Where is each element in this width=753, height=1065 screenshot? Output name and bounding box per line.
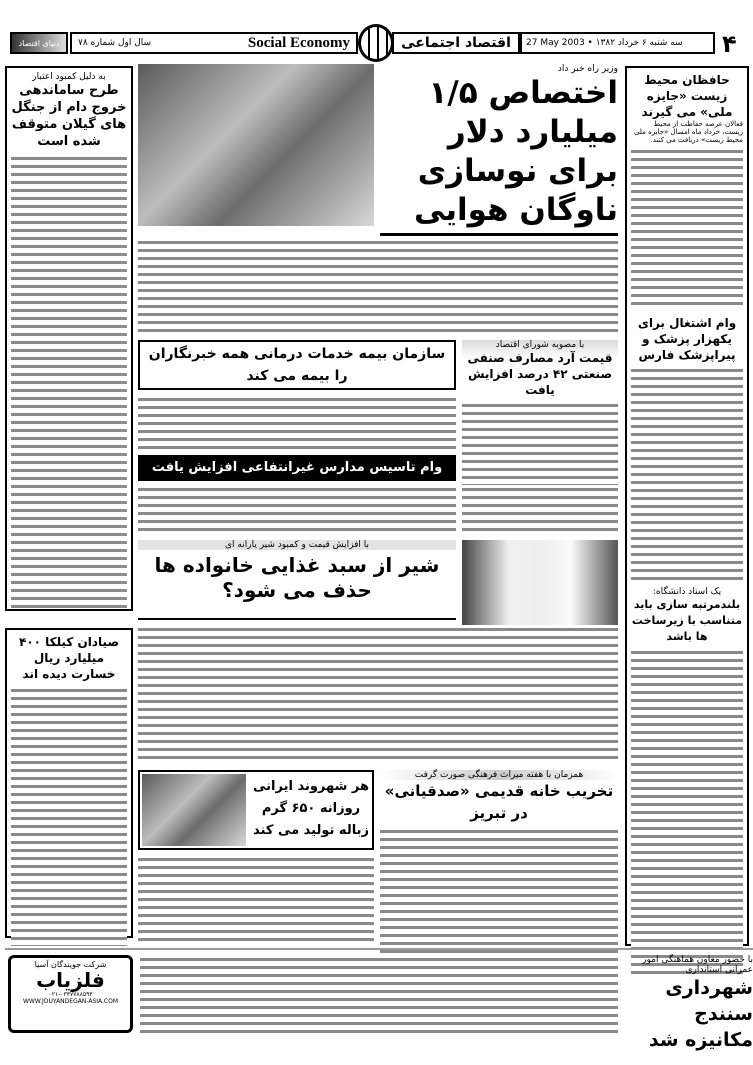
metal-detector-ad[interactable] (8, 955, 133, 1033)
schools-body (138, 485, 456, 533)
headline: شیر از سبد غذایی خانواده ها حذف می شود؟ (154, 553, 440, 602)
newspaper-logo: دنیای اقتصاد (10, 32, 68, 54)
aircraft-hangar-photo (138, 64, 374, 226)
globe-icon (358, 24, 394, 62)
issue-number: سال اول شماره ۷۸ (78, 38, 152, 48)
page-number: ۴ (722, 30, 737, 58)
waste-story (138, 770, 374, 850)
header-date-box (520, 32, 715, 54)
headline: طرح ساماندهی خروج دام از جنگل های گیلان متوقف شده است (11, 83, 127, 149)
schools-headline: وام تاسیس مدارس غیرانتفاعی افزایش یافت (138, 455, 456, 481)
lead-story (378, 64, 618, 230)
right-column (625, 66, 749, 946)
flour-body (462, 485, 618, 535)
lead-text: فعالان عرصه حفاظت از محیط زیست، خرداد ماه امسال «جایزه ملی محیط زیست» دریافت می کنند. (633, 120, 743, 144)
section-title-fa: اقتصاد اجتماعی (392, 32, 520, 54)
left-story-1 (5, 66, 133, 611)
body-text (631, 648, 743, 978)
sanandaj-body (140, 955, 618, 1035)
ad-phone: ۰۲۱-۰۳۳۷۷۸۸۵۹۳ (48, 991, 93, 998)
insurance-body (138, 395, 456, 451)
headline: شهرداری سنندج مکانیزه شد (648, 977, 753, 1051)
kicker: با حضور معاون هماهنگی امور عمرانی استانداری (642, 955, 753, 975)
headline: هر شهروند ایرانی روزانه ۶۵۰ گرم زباله تولید می کند (253, 779, 369, 838)
headline: حافظان محیط زیست «جایزه ملی» می گیرند (641, 73, 733, 119)
heritage-story (380, 770, 618, 975)
milk-story (138, 540, 456, 603)
headline: صیادان کیلکا ۴۰۰ میلیارد ریال خسارت دیده اند (18, 635, 120, 681)
garbage-photo (142, 774, 246, 846)
divider (380, 233, 618, 236)
kicker: به دلیل کمبود اعتبار (32, 72, 106, 82)
divider (5, 948, 753, 950)
body-text (380, 827, 618, 975)
lead-body (138, 238, 618, 333)
left-story-2 (5, 628, 133, 938)
body-text (631, 147, 743, 307)
ad-company: شرکت جویندگان آسیا (34, 960, 107, 969)
header-en-box (70, 32, 358, 54)
kicker: وزیر راه خبر داد (557, 64, 618, 74)
ad-brand: فلزیاب (36, 968, 105, 992)
milk-body (138, 625, 618, 760)
sanandaj-story (625, 955, 753, 1053)
headline: قیمت آرد مصارف صنفی صنعتی ۴۲ درصد افزایش یافت (467, 351, 613, 397)
insurance-headline: سازمان بیمه خدمات درمانی همه خبرنگاران را بیمه می کند (138, 340, 456, 390)
header-date: 27 May 2003 • سه شنبه ۶ خرداد ۱۳۸۲ (526, 38, 683, 48)
section-title-en: Social Economy (247, 34, 350, 51)
divider (138, 618, 456, 620)
lead-headline: اختصاص ۱/۵ میلیارد دلار برای نوسازی ناوگان هوایی (413, 75, 618, 228)
kicker: همزمان با هفته میراث فرهنگی صورت گرفت (380, 770, 618, 780)
headline: وام اشتغال برای یکهزار پزشک و پیراپزشک فارس (637, 316, 737, 362)
ad-url[interactable]: WWW.JOUYANDEGAN-ASIA.COM (22, 998, 119, 1005)
kicker: با مصوبه شورای اقتصاد (495, 340, 585, 350)
body-text (11, 686, 127, 946)
body-text (631, 366, 743, 581)
body-text (11, 154, 127, 609)
headline: تخریب خانه قدیمی «صدقیانی» در تبریز (384, 782, 614, 822)
kicker: با افزایش قیمت و کمبود شیر یارانه ای (138, 540, 456, 550)
waste-body (138, 855, 374, 945)
kicker: یک استاد دانشگاه: (652, 587, 722, 597)
headline: بلندمرتبه سازی باید متناسب با زیرساخت ها باشد (631, 598, 743, 643)
